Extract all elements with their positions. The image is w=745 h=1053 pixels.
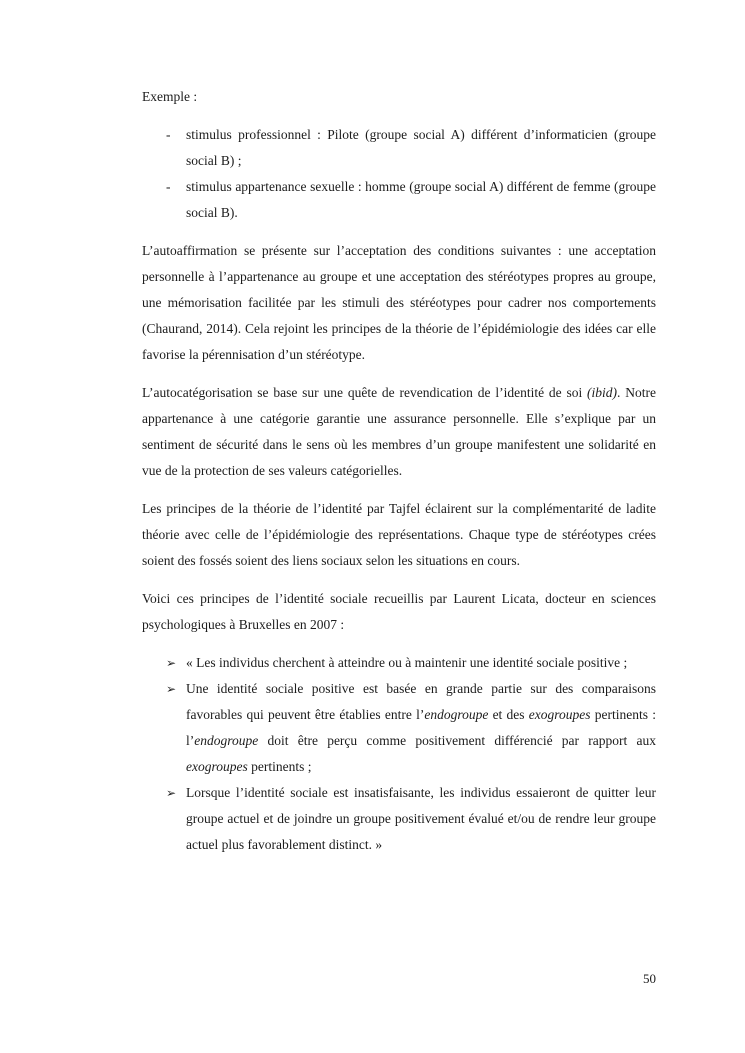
text-run: Une identité sociale positive est basée en grande partie sur des comparaisons favorables qui peuvent être établies entre l’ (186, 681, 656, 722)
list-item-text (186, 676, 656, 780)
text-run: pertinents : l’ (186, 707, 656, 748)
list-item-text: stimulus appartenance sexuelle : homme (groupe social A) différent de femme (groupe social B). (186, 179, 656, 220)
page-number: 50 (643, 971, 656, 986)
text-run-italic: endogroupe (194, 733, 259, 748)
arrow-bullet-icon: ➢ (166, 682, 177, 696)
dash-bullet: - (166, 127, 171, 142)
dash-list (142, 122, 656, 226)
text-run-italic: (ibid) (587, 385, 618, 400)
list-item-text: « Les individus cherchent à atteindre ou à maintenir une identité sociale positive ; (186, 655, 628, 670)
list-item (142, 650, 656, 676)
list-item (142, 676, 656, 780)
list-item-text: stimulus professionnel : Pilote (groupe social A) différent d’informaticien (groupe social B) ; (186, 127, 656, 168)
paragraph-autocategorisation (142, 380, 656, 484)
dash-bullet: - (166, 179, 171, 194)
arrow-list (142, 650, 656, 858)
paragraph-licata: Voici ces principes de l’identité sociale recueillis par Laurent Licata, docteur en sciences psychologiques à Bruxelles en 2007 : (142, 591, 656, 632)
text-run: et des (488, 707, 529, 722)
arrow-bullet-icon: ➢ (166, 656, 177, 670)
text-run-italic: exogroupes (186, 759, 248, 774)
text-run: pertinents ; (247, 759, 312, 774)
page-content (142, 84, 656, 870)
paragraph-tajfel: Les principes de la théorie de l’identité par Tajfel éclairent sur la complémentarité de ladite théorie avec celle de l’épidémiologie des représentations. Chaque type de stéréotypes crées soient des fossés soient des liens sociaux selon les situations en cours. (142, 501, 656, 568)
text-run-italic: exogroupes (528, 707, 591, 722)
text-run-italic: endogroupe (424, 707, 489, 722)
list-item-text: Lorsque l’identité sociale est insatisfaisante, les individus essaieront de quitter leur groupe actuel et de joindre un groupe positivement évalué et/ou de rendre leur groupe actuel plus favorablement distinct. » (186, 785, 656, 852)
example-label: Exemple : (142, 89, 198, 104)
paragraph-autoaffirmation: L’autoaffirmation se présente sur l’acceptation des conditions suivantes : une acceptation personnelle à l’appartenance au groupe et une acceptation des stéréotypes propres au groupe, une mémorisation facilitée par les stimuli des stéréotypes pour cadrer nos comportements (Chaurand, 2014). Cela rejoint les principes de la théorie de l’épidémiologie des idées car elle favorise la pérennisation d’un stéréotype. (142, 243, 656, 362)
list-item (142, 780, 656, 858)
arrow-bullet-icon: ➢ (166, 786, 177, 800)
list-item (142, 122, 656, 174)
list-item (142, 174, 656, 226)
text-run: doit être perçu comme positivement différencié par rapport aux (258, 733, 656, 748)
text-run: L’autocatégorisation se base sur une quête de revendication de l’identité de soi (142, 385, 588, 400)
text-run: . Notre appartenance à une catégorie garantie une assurance personnelle. Elle s’explique par un sentiment de sécurité dans le sens où les membres d’un groupe manifestent une solidarité en vue de la protection de ses valeurs catégorielles. (142, 385, 656, 478)
